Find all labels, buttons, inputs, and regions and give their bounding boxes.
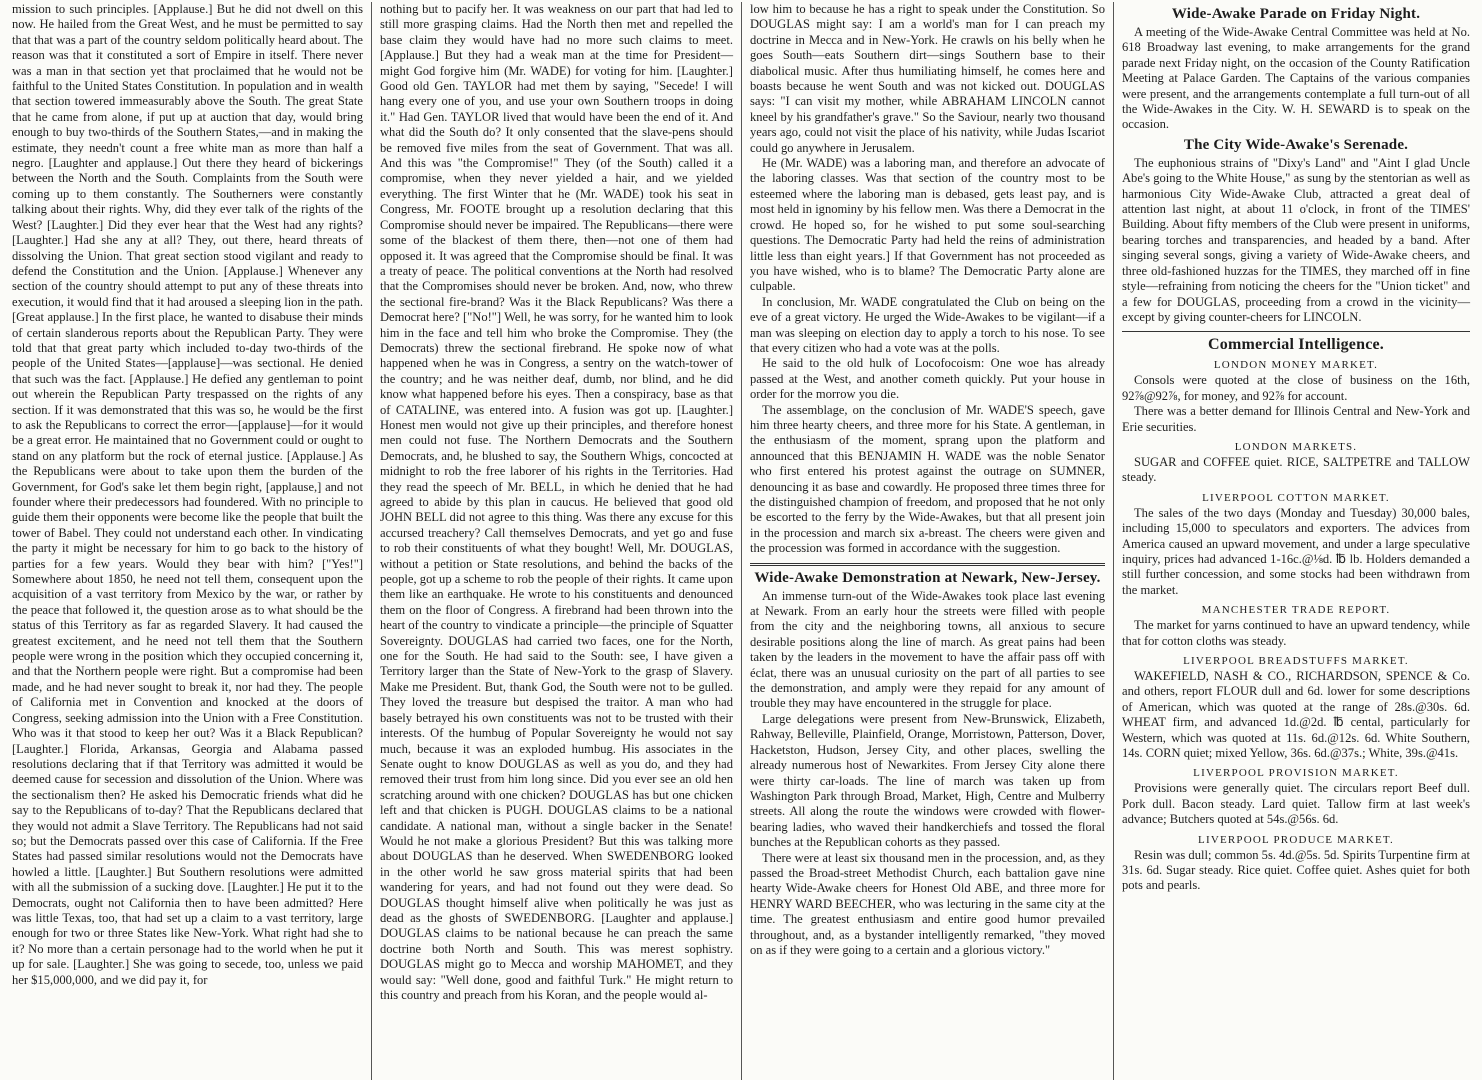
cotton-heading: LIVERPOOL COTTON MARKET. (1202, 491, 1390, 504)
column-3-paragraph: In conclusion, Mr. WADE congratulated the Club on being on the eve of a great victory. He urged the Wide-Awakes to be vigilant—if a man was sleeping on election day to apply a torch to his nose. To see that every citizen who had a vote was at the polls. (750, 294, 1105, 355)
london-money-heading: LONDON MONEY MARKET. (1213, 359, 1379, 372)
column-2-text: nothing but to pacify her. It was weakness on our part that had led to still more grasping claims. Had the North then met and repelled the base claim they would have had no more such claims to meet. [Applause.] But they had a weak man at the time for President—might God forgive him (Mr. WADE) for voting for him. [Laughter.] Good old Gen. TAYLOR had met them by saying, "Secede! I will hang every one of you, and use your own Southern troops in doing it." Had Gen. TAYLOR lived that would have been the end of it. And what did the South do? It only consented that the slave-pens should be removed five miles from the seat of Government. That was all. And this was "the Compromise!" They (of the South) called it a compromise, when they never yielded a hair, and we yielded everything. The first Winter that he (Mr. WADE) took his seat in Congress, Mr. FOOTE brought up a resolution declaring that this Compromise should never be impaired. The Republicans—there were some of the blackest of them there, then—not one of them had opposed it. It was agreed that the Compromise should be final. It was a treaty of peace. The political conventions at the North had resolved that the Compromises should never be broken. And, now, who threw the sectional fire-brand? Was it the Black Republicans? Was there a Democrat here? ["No!"] Well, he was sorry, for he wanted him to look him in the face and tell him who broke the Compromise. They (the Democrats) threw the sectional firebrand. He spoke now of what happened when he was in Congress, a sentry on the watch-tower of the country; and he was neither deaf, dumb, nor blind, and he did know what happened before his eyes. Then a conspiracy, base as that of CATALINE, was entered into. A fusion was got up. [Laughter.] Honest men would not give up their principles, and therefore honest men could not fuse. The Northern Democrats and the Southern Democrats, and, he blushed to say, the Southern Whigs, concocted at midnight to rob the free laborer of his rights in the Territories. Had they read the speech of Mr. BELL, in which he denied that he had agreed to abide by this plan in caucus. He believed that good old JOHN BELL did not agree to this thing. Was there any excuse for this accursed treachery? Call themselves Democrats, and yet go and fuse to rob their constituents of what they bought! Well, Mr. DOUGLAS, without a petition or State resolutions, and behind the backs of the people, got up a scheme to rob the people of their rights. It came upon them like an earthquake. He wrote to his constituents and denounced them on the floor of Congress. A firebrand had been thrown into the heart of the country to vindicate a principle—the principle of Squatter Sovereignty. DOUGLAS had carried two faces, one for the North, one for the South. He had said to the South: see, I have given a Territory larger than the State of New-York to the grasp of Slavery. Make me President. But, thank God, the South were not to be gulled. They loved the treasure but despised the traitor. A man who had basely betrayed his own constituents was not to be trusted with their interests. Of the humbug of Popular Sovereignty he would not say much, because it was an exploded humbug. His associates in the Senate ought to know DOUGLAS as well as you do, and they had removed their trust from him long since. Did you ever see an old hen scratching around with one chicken? DOUGLAS has but one chicken left and that chicken is PUGH. DOUGLAS claims to be a national candidate. A national man, without a single backer in the Senate! Would he not make a glorious President? But this was talking more about DOUGLAS than he deserved. When SWEDENBORG looked in the other world he saw gross material spirits that had been wandering for years, and had not found out they were dead. So DOUGLAS thought himself alive when politically he was just as dead as the ghosts of SWEDENBORG. [Laughter and applause.] DOUGLAS claims to be national because he can preach the same doctrine both North and South. This was merest sophistry. DOUGLAS might go to Mecca and worship MAHOMET, and they would say: "Well done, good and faithful Turk." He might return to this country and preach from his Koran, and the people would al- (380, 2, 733, 1002)
section-divider (750, 563, 1105, 566)
newark-heading: Wide-Awake Demonstration at Newark, New-Jersey. (754, 569, 1101, 586)
produce-heading: LIVERPOOL PRODUCE MARKET. (1198, 833, 1394, 846)
london-money-paragraph: Consols were quoted at the close of business on the 16th, 92⅞@92⅞, for money, and 92⅞ for account. (1122, 373, 1470, 403)
section-divider (1122, 331, 1470, 332)
column-3-paragraph: He (Mr. WADE) was a laboring man, and therefore an advocate of the laboring classes. Was that section of the country most to be esteemed where the laboring man is debased, gets least pay, and is most held in ignominy by his fellow men. Was there a Democrat in the crowd. He hoped so, for he wished to put some soul-searching questions. The Democratic Party had held the reins of administration little less than eight years.] If that Government has not proceeded as you have wished, who is to blame? The Democratic Party alone are culpable. (750, 156, 1105, 294)
produce-paragraph: Resin was dull; common 5s. 4d.@5s. 5d. Spirits Turpentine firm at 31s. 6d. Sugar steady. Rice quiet. Coffee quiet. Ashes quiet for both pots and pearls. (1122, 847, 1470, 893)
commercial-heading: Commercial Intelligence. (1207, 336, 1384, 354)
serenade-paragraph: The euphonious strains of "Dixy's Land" and "Aint I glad Uncle Abe's going to the White House," as sung by the stentorian as well as harmonious City Wide-Awake Club, attracted a great deal of attention last night, at about 11 o'clock, in front of the TIMES' Building. About fifty members of the Club were present in uniforms, bearing torches and transparencies, and headed by a band. After singing several songs, giving a variety of Wide-Awake cheers, and three old-fashioned huzzas for the TIMES, they marched off in fine style—refraining from noticing the cheers for the "Union ticket" and a few for DOUGLAS, proceeding from a crowd in the vicinity—except by giving counter-cheers for LINCOLN. (1122, 155, 1470, 324)
manchester-paragraph: The market for yarns continued to have an upward tendency, while that for cotton cloths was steady. (1122, 618, 1470, 648)
column-3-paragraph: The assemblage, on the conclusion of Mr. WADE'S speech, gave him three hearty cheers, and three more for his State. A gentleman, in the enthusiasm of the moment, sprang upon the platform and announced that this BENJAMIN H. WADE was the noble Senator who first entered his protest against the outrage on SUMNER, denouncing it as base and cowardly. He proposed three times three for the distinguished champion of freedom, and proposed that he not only be escorted to the ferry by the Wide-Awakes, but that all present join in the procession and march six a-breast. The cheers were given and the procession was formed in accordance with the suggestion. (750, 402, 1105, 556)
parade-heading: Wide-Awake Parade on Friday Night. (1171, 6, 1421, 22)
column-3 (742, 2, 1114, 1080)
serenade-heading: The City Wide-Awake's Serenade. (1183, 136, 1409, 153)
column-2 (372, 2, 742, 1080)
london-markets-heading: LONDON MARKETS. (1234, 440, 1358, 453)
column-4 (1114, 2, 1478, 1080)
breadstuffs-heading: LIVERPOOL BREADSTUFFS MARKET. (1183, 655, 1409, 667)
column-3-paragraph: low him to because he has a right to speak under the Constitution. So DOUGLAS might say: I am a world's man for I can preach my doctrine in Mecca and in New-York. He crawls on his belly when he goes South—eats Southern dirt—sings Southern base to their diabolical music. After thus humiliating himself, he comes here and boasts because he went South and was not kicked out. DOUGLAS says: "I can visit my mother, while ABRAHAM LINCOLN cannot kneel by his grandfather's grave." So the Saviour, nearly two thousand years ago, could not visit the place of his nativity, while Judas Iscariot could go anywhere in Jerusalem. (750, 2, 1105, 155)
london-money-paragraph: There was a better demand for Illinois Central and New-York and Erie securities. (1122, 404, 1470, 434)
cotton-paragraph: The sales of the two days (Monday and Tuesday) 30,000 bales, including 15,000 to speculators and exporters. The advices from America caused an upward movement, and under a large speculative inquiry, prices had advanced 1-16c.@⅛d. ℔ lb. Holders demanded a still further concession, and some stocks had been withdrawn from the market. (1122, 505, 1470, 597)
manchester-heading: MANCHESTER TRADE REPORT. (1201, 604, 1391, 617)
newark-paragraph: Large delegations were present from New-Brunswick, Elizabeth, Rahway, Belleville, Plainfield, Orange, Morristown, Patterson, Dover, Hacketston, Hudson, Jersey City, and other places, swelling the already numerous host of Newarkites. From Jersey City alone there were thirty car-loads. The line of march was taken up from Washington Park through Broad, Market, High, Centre and Mulberry streets. All along the route the windows were crowded with flower-bearing ladies, who waved their handkerchiefs and tossed the floral bunches at the Republican cohorts as they passed. (750, 711, 1105, 850)
provision-heading: LIVERPOOL PROVISION MARKET. (1193, 767, 1399, 780)
column-1 (4, 2, 372, 1080)
provision-paragraph: Provisions were generally quiet. The circulars report Beef dull. Pork dull. Bacon steady. Lard quiet. Tallow firm at last week's advance; Butchers quoted at 54s.@56s. 6d. (1122, 781, 1470, 827)
breadstuffs-paragraph: WAKEFIELD, NASH & CO., RICHARDSON, SPENCE & Co. and others, report FLOUR dull and 6d. lower for some descriptions of American, which was quoted at the range of 28s.@30s. 6d. WHEAT firm, and advanced 1d.@2d. ℔ cental, particularly for Western, which was quoted at 11s. 6d.@12s. 6d. White Southern, 14s. CORN quiet; mixed Yellow, 36s. 6d.@37s.; White, 39s.@41s. (1122, 669, 1470, 761)
newark-paragraph: There were at least six thousand men in the procession, and, as they passed the Broad-street Methodist Church, each battalion gave nine hearty Wide-Awake cheers for Honest Old ABE, and three more for HENRY WARD BEECHER, who was lecturing in the same city at the time. The greatest enthusiasm and entire good humor prevailed throughout, and, as a bystander intelligently remarked, "they moved on as if they were going to a certain and a glorious victory." (750, 850, 1105, 957)
column-3-paragraph: He said to the old hulk of Locofocoism: One woe has already passed at the West, and another cometh quickly. Put your house in order for the morrow you die. (750, 356, 1105, 402)
parade-paragraph: A meeting of the Wide-Awake Central Committee was held at No. 618 Broadway last evening, to make arrangements for the grand parade next Friday night, on the occasion of the County Ratification Meeting at Palace Garden. The Captains of the various companies were present, and the arrangements contemplate a full turn-out of all the Wide-Awakes in the City. W. H. SEWARD is to speak on the occasion. (1122, 25, 1470, 132)
newark-paragraph: An immense turn-out of the Wide-Awakes took place last evening at Newark. From an early hour the streets were filled with people from the city and the neighboring towns, all anxious to secure desirable positions along the line of march. As great pains had been taken by the leaders in the movement to have the affair pass off with éclat, there was an unusual curiosity on the part of all parties to see the demonstration, and amply were they repaid for any amount of trouble they may have encountered in the struggle for place. (750, 588, 1105, 711)
column-1-text: mission to such principles. [Applause.] But he did not dwell on this now. He hailed from the Great West, and he must be permitted to say that that was a part of the country seldom politically heard about. The reason was that it constituted a sort of Empire in itself. There never was a man in that section yet that proclaimed that he would not be faithful to the United States Constitution. In population and in wealth that section towered immeasurably above the South. The great State that he came from alone, if put up at auction that day, would bring enough to buy two-thirds of the Southern States,—and in making the estimate, they needn't count a free white man as more than half a negro. [Laughter and applause.] Out there they heard of bickerings between the North and the South. Complaints from the South were coming up to them constantly. The Southerners were constantly talking about their rights. Why, did they ever talk of the rights of the West? [Laughter.] Did they ever hear that the West had any rights? [Laughter.] Had she any at all? They, out there, heard threats of dissolving the Union. That great section stood vigilant and ready to defend the Constitution and the Union. [Applause.] Whenever any section of the country should attempt to put any of these threats into execution, it would find that it had aroused a sleeping lion in the path. [Great applause.] In the first place, he wanted to disabuse their minds of certain slanderous reports about the Republican Party. They were told that that great party which included to-day two-thirds of the people of the United States—[applause]—was sectional. He denied that such was the fact. [Applause.] He defied any gentleman to point out wherein the Republican Party trespassed on the rights of any section. If it was demonstrated that this was so, he would be the first to ask the Republicans to correct the error—[applause]—for it would be a great error. He maintained that no Government could or ought to stand on any platform but the rock of eternal justice. [Applause.] As the Republicans were about to take upon them the burden of the Government, for God's sake let them begin right, [applause,] and not founder where their predecessors had foundered. With no principle to guide them their opponents were become like the people that built the tower of Babel. They could not understand each other. In vindicating the party it might be necessary for him to go back to the history of parties for a few years. Would they bear with him? ["Yes!"] Somewhere about 1850, he need not tell them, consequent upon the acquisition of a vast territory from Mexico by the war, or rather by the peace that followed it, the question arose as to what should be the status of this Territory as far as regarded Slavery. It had caused the greatest excitement, and he need not tell them that the Southern people were wrong in the position which they occupied concerning it, and that the Northern people were right. But a compromise had been made, and he had never sought to break it, nor had they. The people of California met in Convention and knocked at the doors of Congress, seeking admission into the Union with a Free Constitution. Who was it that stood to keep her out? Was it a Black Republican? [Laughter.] Florida, Arkansas, Georgia and Alabama passed resolutions declaring that if that Territory was admitted it would be deemed cause for secession and dissolution of the Union. Where was the sectionalism then? He asked his Democratic friends what did he say to the Republicans of to-day? That the Republicans declared that they would not admit a Slave Territory. The Republicans had not said so; but the Democrats passed over this case of California. If the Free States had passed similar resolutions would not the Democrats have howled a little. [Laughter.] But Southern resolutions were admitted with all the submission of a sucking dove. [Laughter.] He put it to the Democrats, ought not California then to have been admitted? Here was little Texas, too, that had set up a claim to a vast territory, large enough for two or three States like New-York. What right had she to it? No more than a certain personage had to the world when he put it up for sale. [Laughter.] She was going to secede, too, unless we paid her $15,000,000, and we did pay it, for (12, 2, 363, 987)
london-markets-paragraph: SUGAR and COFFEE quiet. RICE, SALTPETRE and TALLOW steady. (1122, 454, 1470, 485)
